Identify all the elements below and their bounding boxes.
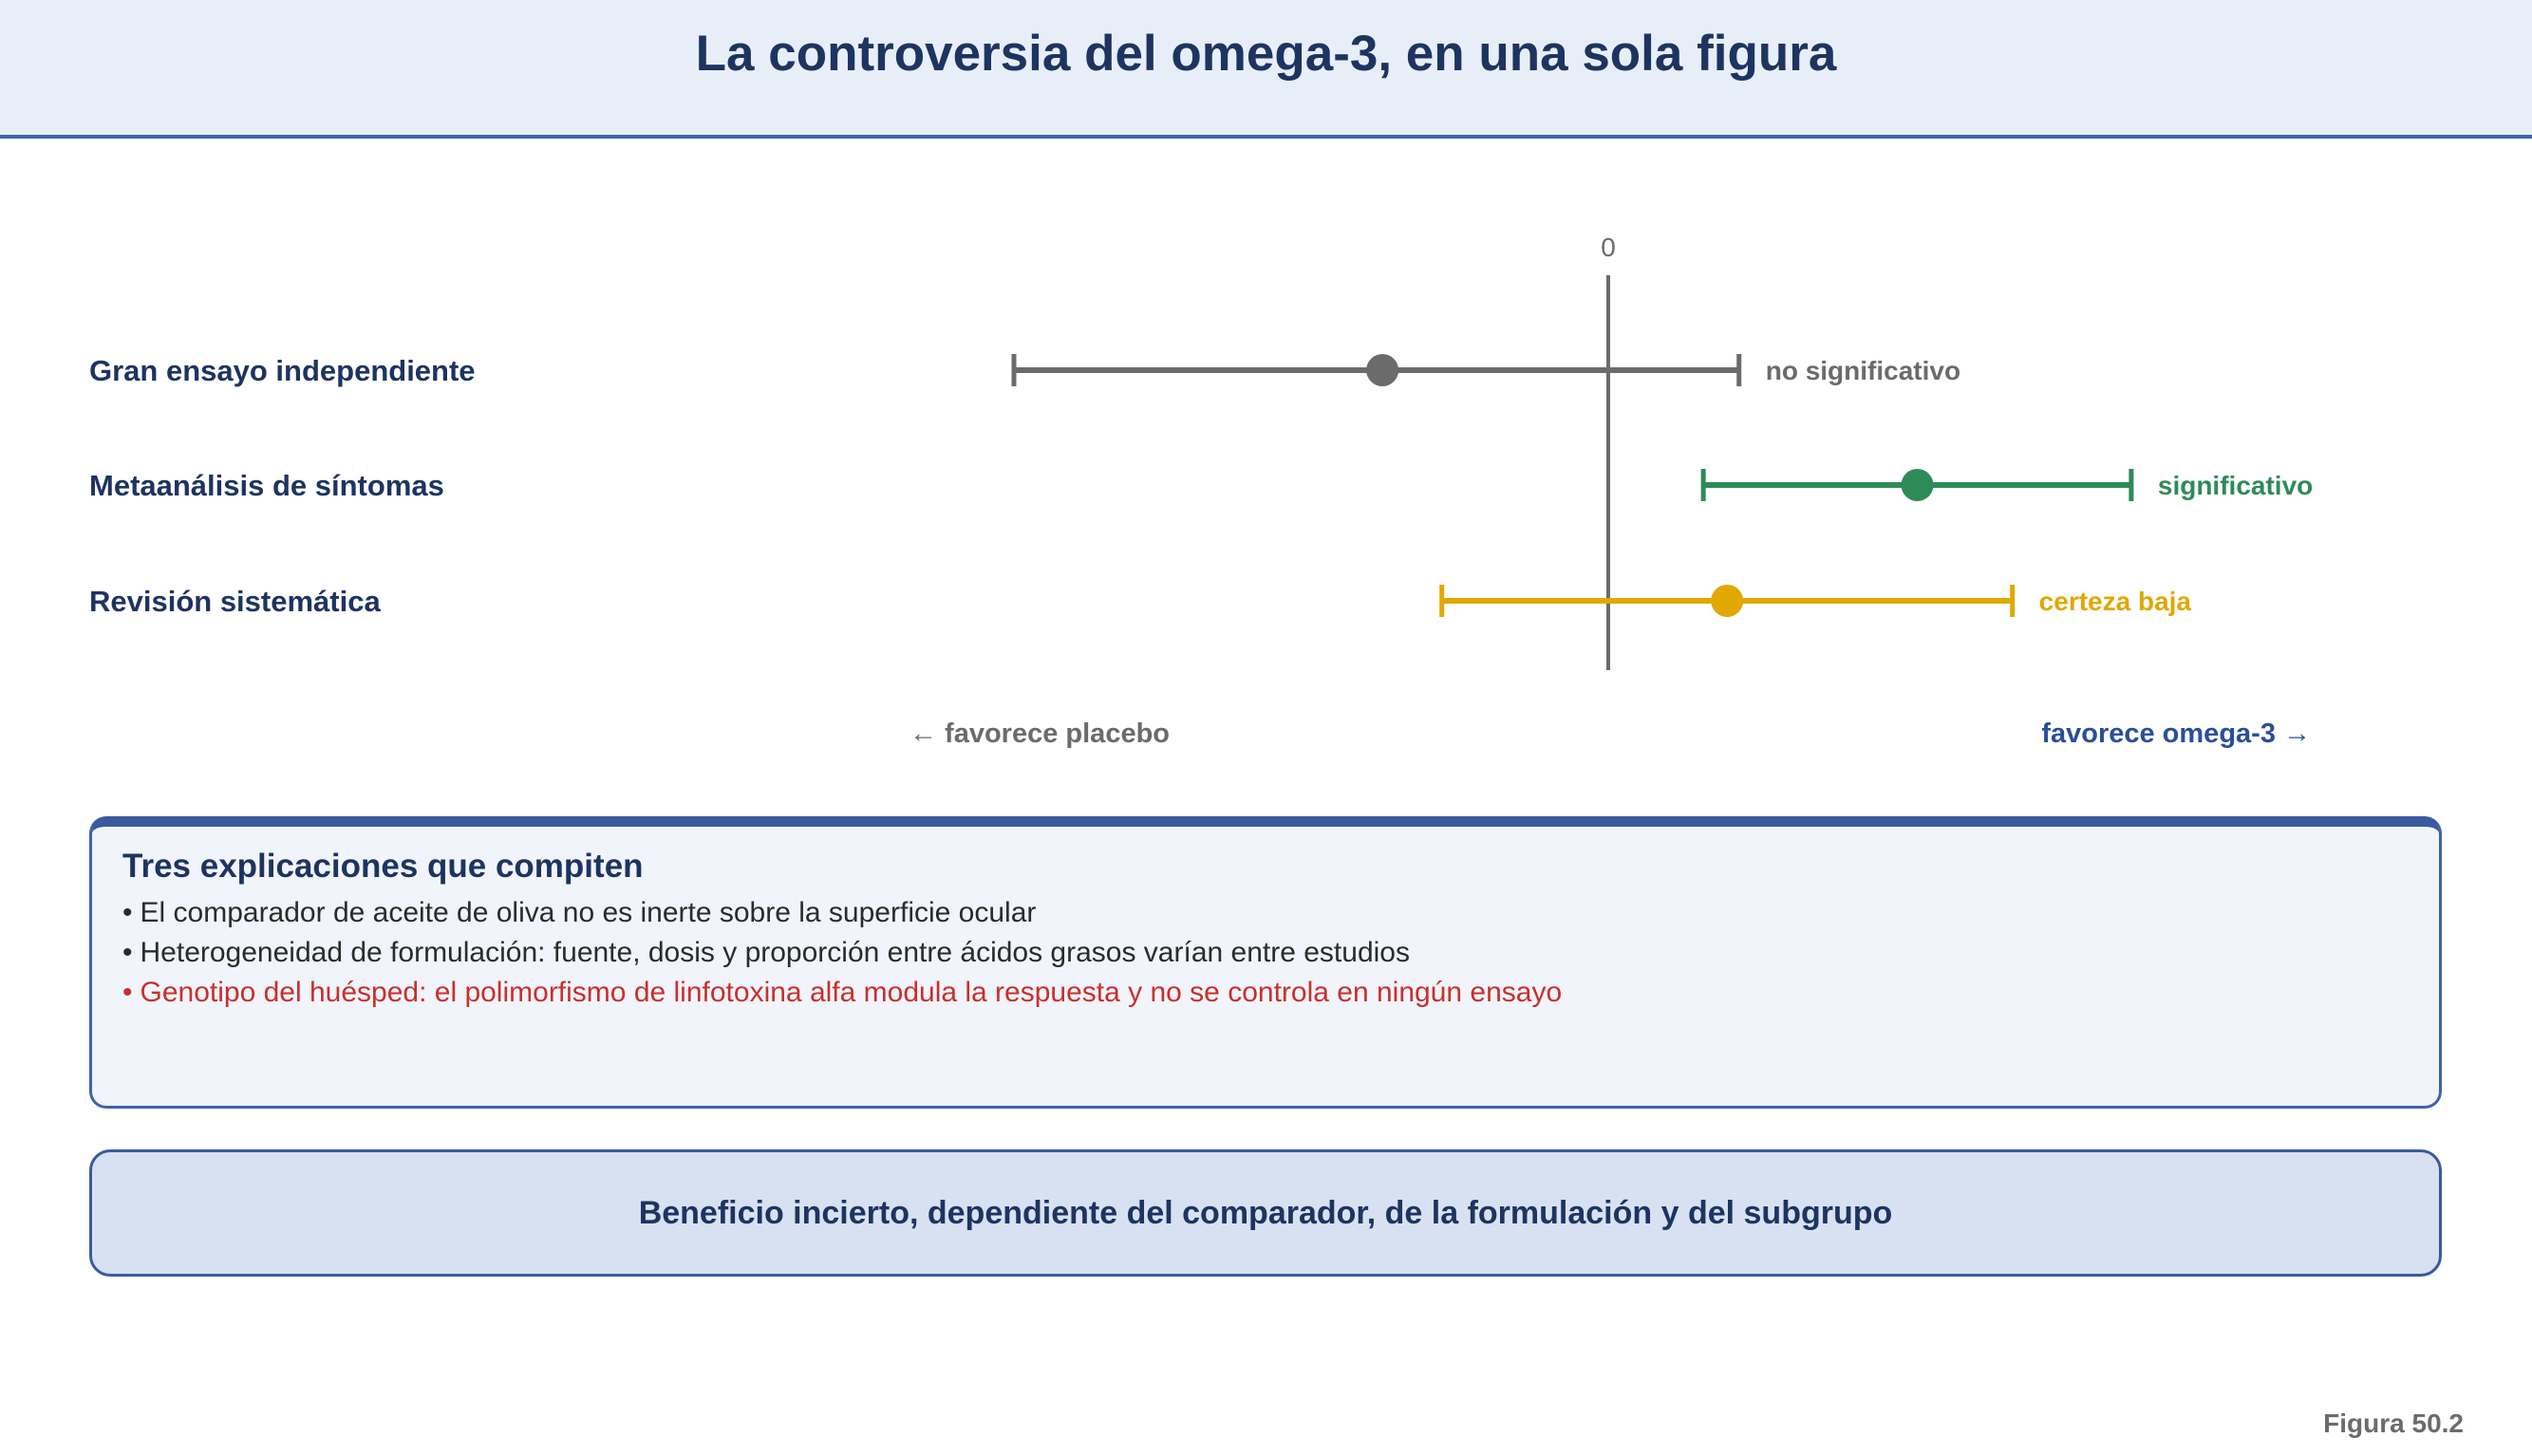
estimate-point	[1902, 469, 1934, 501]
explanation-text: Genotipo del huésped: el polimorfismo de linfotoxina alfa modula la respuesta y no se controla en ningún ensayo	[140, 977, 1563, 1008]
forest-plot	[0, 139, 2532, 803]
explanation-text: El comparador de aceite de oliva no es inerte sobre la superficie ocular	[140, 897, 1037, 928]
significance-note: no significativo	[1765, 356, 1961, 385]
bullet: •	[122, 897, 133, 928]
bullet: •	[122, 937, 133, 968]
figure-label: Figura 50.2	[2323, 1409, 2464, 1438]
row-label: Gran ensayo independiente	[89, 354, 476, 387]
estimate-point	[1366, 354, 1398, 386]
page-title: La controversia del omega-3, en una sola figura	[695, 26, 1837, 82]
bullet: •	[122, 977, 133, 1008]
zero-tick-label: 0	[1601, 233, 1616, 262]
row-label: Revisión sistemática	[89, 585, 381, 618]
explanations-box	[89, 816, 2442, 1109]
favors-omega3-label: favorece omega-3 →	[2041, 719, 2311, 749]
title-banner	[0, 0, 2532, 139]
explanation-item	[122, 893, 2410, 933]
favors-placebo-label: ← favorece placebo	[910, 719, 1170, 749]
significance-note: certeza baja	[2038, 587, 2192, 616]
conclusion-box	[89, 1149, 2442, 1277]
explanation-item-highlighted	[122, 973, 2410, 1013]
significance-note: significativo	[2157, 471, 2314, 500]
explanations-list	[122, 893, 2410, 1013]
estimate-point	[1711, 585, 1743, 617]
explanation-item	[122, 933, 2410, 973]
row-label: Metaanálisis de síntomas	[89, 469, 444, 502]
explanations-heading: Tres explicaciones que compiten	[122, 848, 644, 885]
explanation-text: Heterogeneidad de formulación: fuente, dosis y proporción entre ácidos grasos varían entre estudios	[140, 937, 1410, 968]
conclusion-text: Beneficio incierto, dependiente del comparador, de la formulación y del subgrupo	[638, 1194, 1893, 1231]
